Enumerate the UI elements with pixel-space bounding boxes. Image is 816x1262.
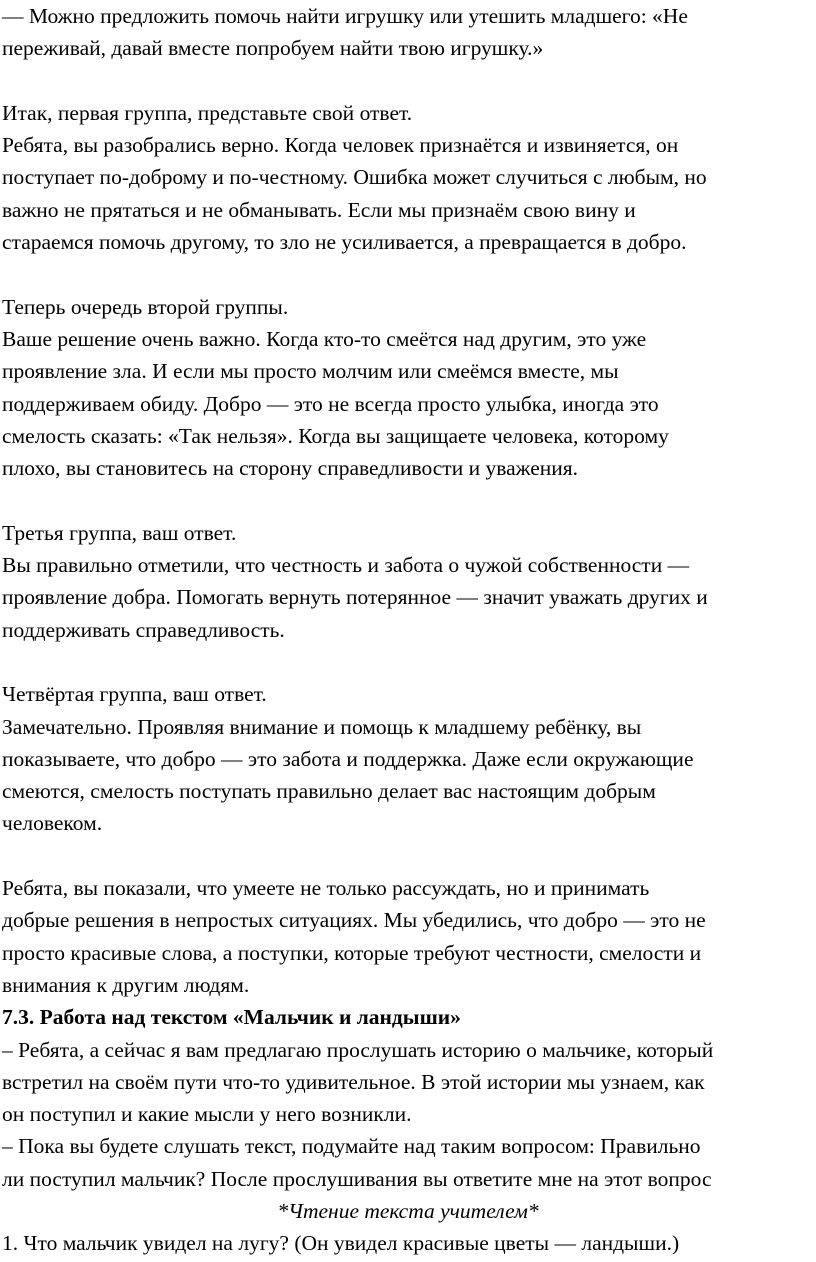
paragraph-gap <box>2 646 814 678</box>
text-line: внимания к другим людям. <box>2 972 250 997</box>
text-line: Третья группа, ваш ответ. <box>2 520 237 545</box>
text-line: плохо, вы становитесь на сторону справедливости и уважения. <box>2 456 579 481</box>
text-line: показываете, что добро — это забота и поддержка. Даже если окружающие <box>2 746 694 771</box>
text-line: Ребята, вы показали, что умеете не только рассуждать, но и принимать <box>2 876 650 901</box>
paragraph-intro <box>2 0 814 65</box>
text-line: Итак, первая группа, представьте свой ответ. <box>2 100 413 125</box>
paragraph-group-4 <box>2 678 814 839</box>
text-line: добрые решения в непростых ситуациях. Мы убедились, что добро — это не <box>2 908 706 933</box>
text-line: Ваше решение очень важно. Когда кто-то смеётся над другим, это уже <box>2 326 647 351</box>
paragraph-group-1 <box>2 97 814 258</box>
text-line: – Пока вы будете слушать текст, подумайте над таким вопросом: Правильно <box>2 1134 701 1159</box>
text-line: поддерживаем обиду. Добро — это не всегда просто улыбка, иногда это <box>2 391 659 416</box>
text-line: — Можно предложить помочь найти игрушку или утешить младшего: «Не <box>2 4 688 28</box>
text-line: стараемся помочь другому, то зло не усиливается, а превращается в добро. <box>2 230 687 255</box>
paragraph-gap <box>2 65 814 97</box>
text-line: человеком. <box>2 811 103 836</box>
text-line: поддерживать справедливость. <box>2 617 285 642</box>
text-line: – Ребята, а сейчас я вам предлагаю прослушать историю о мальчике, который <box>2 1037 714 1062</box>
paragraph-group-2 <box>2 291 814 485</box>
section-7-3 <box>2 1001 814 1259</box>
question-line: 1. Что мальчик увидел на лугу? (Он увидел красивые цветы — ландыши.) <box>2 1231 680 1256</box>
text-line: важно не прятаться и не обманывать. Если мы признаём свою вину и <box>2 197 636 222</box>
text-line: смеются, смелость поступать правильно делает вас настоящим добрым <box>2 779 656 804</box>
reading-note: *Чтение текста учителем* <box>277 1198 539 1223</box>
text-line: Вы правильно отметили, что честность и забота о чужой собственности — <box>2 553 690 578</box>
paragraph-group-3 <box>2 517 814 646</box>
text-line: ли поступил мальчик? После прослушивания вы ответите мне на этот вопрос <box>2 1166 712 1191</box>
paragraph-gap <box>2 484 814 516</box>
text-line: переживай, давай вместе попробуем найти твою игрушку.» <box>2 36 544 61</box>
text-line: Теперь очередь второй группы. <box>2 294 289 319</box>
paragraph-gap <box>2 258 814 290</box>
text-line: Ребята, вы разобрались верно. Когда человек признаётся и извиняется, он <box>2 133 679 158</box>
text-line: он поступил и какие мысли у него возникли. <box>2 1102 412 1127</box>
document-page <box>2 0 814 1260</box>
text-line: Замечательно. Проявляя внимание и помощь к младшему ребёнку, вы <box>2 714 642 739</box>
paragraph-summary <box>2 872 814 1001</box>
section-heading: 7.3. Работа над текстом «Мальчик и ландыши» <box>2 1005 461 1030</box>
text-line: Четвёртая группа, ваш ответ. <box>2 682 267 707</box>
text-line: смелость сказать: «Так нельзя». Когда вы защищаете человека, которому <box>2 423 669 448</box>
text-line: проявление добра. Помогать вернуть потерянное — значит уважать других и <box>2 585 708 610</box>
text-line: просто красивые слова, а поступки, которые требуют честности, смелости и <box>2 940 702 965</box>
paragraph-gap <box>2 840 814 872</box>
text-line: проявление зла. И если мы просто молчим или смеёмся вместе, мы <box>2 359 619 384</box>
text-line: встретил на своём пути что-то удивительное. В этой истории мы узнаем, как <box>2 1069 705 1094</box>
text-line: поступает по-доброму и по-честному. Ошибка может случиться с любым, но <box>2 165 707 190</box>
